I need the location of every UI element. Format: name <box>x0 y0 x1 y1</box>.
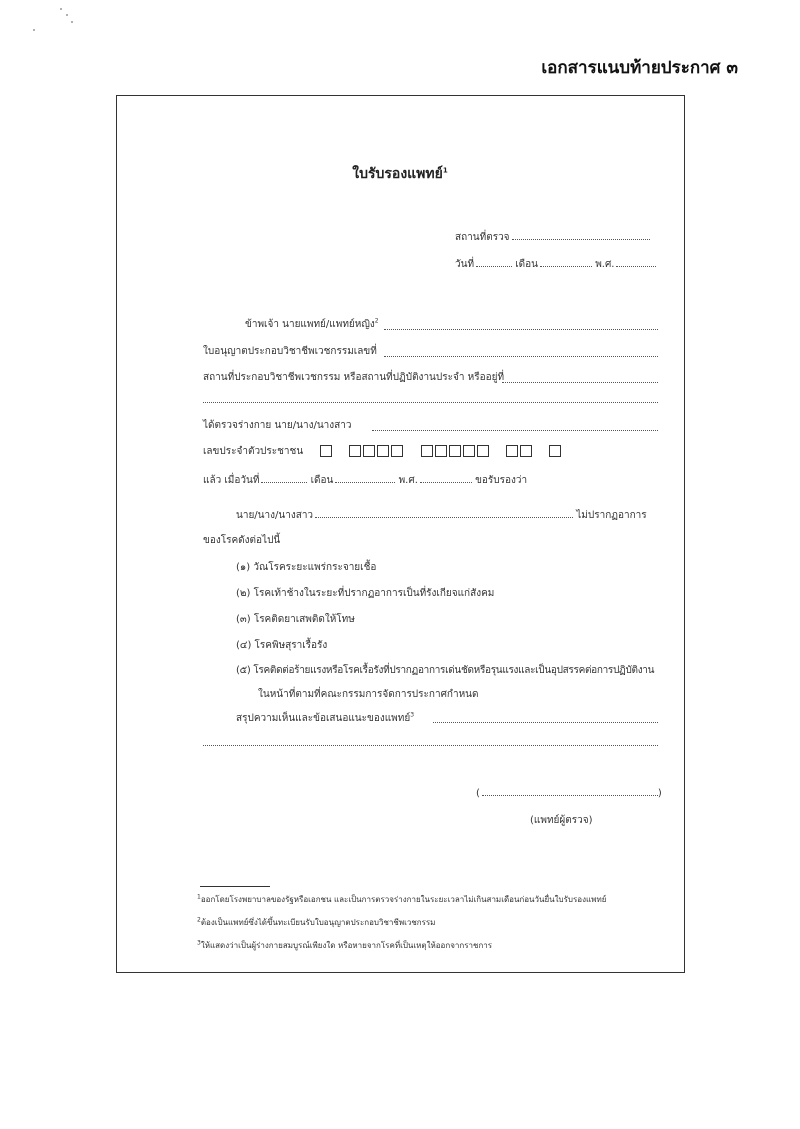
footnote-separator <box>200 886 270 887</box>
id-label: เลขประจำตัวประชาชน <box>203 446 304 457</box>
exam-date-label: แล้ว เมื่อวันที่ <box>203 475 260 486</box>
disease-item-4: (๔) โรคพิษสุราเรื้อรัง <box>236 640 328 651</box>
place-label: สถานที่ตรวจ <box>455 232 510 243</box>
summary-field[interactable] <box>433 722 658 723</box>
workplace-label: สถานที่ประกอบวิชาชีพเวชกรรม หรือสถานที่ปฏิบัติงานประจำ หรืออยู่ที่ <box>203 372 505 383</box>
signature-field[interactable] <box>482 794 658 796</box>
signature-open-paren: ( <box>476 788 480 799</box>
certify-label: ขอรับรองว่า <box>475 475 528 486</box>
disease-item-5: (๕) โรคติดต่อร้ายแรงหรือโรคเรื้อรังที่ปรากฏอาการเด่นชัดหรือรุนแรงและเป็นอุปสรรคต่อการปฏิบัติงาน <box>236 665 655 676</box>
certificate-title: ใบรับรองแพทย์$^1$ <box>352 166 448 182</box>
person-row <box>236 508 647 523</box>
license-field[interactable] <box>384 356 658 357</box>
exam-date-row <box>203 473 527 488</box>
doctor-name-field[interactable] <box>384 329 658 330</box>
workplace-field-line2[interactable] <box>203 402 658 403</box>
exam-day-field[interactable] <box>261 481 307 483</box>
year-label: พ.ศ. <box>595 259 615 270</box>
examined-label: ได้ตรวจร่างกาย นาย/นาง/นางสาว <box>203 420 352 431</box>
exam-year-field[interactable] <box>420 481 472 483</box>
month-field[interactable] <box>540 265 592 267</box>
exam-month-field[interactable] <box>335 481 395 483</box>
summary-label: สรุปความเห็นและข้อเสนอแนะของแพทย์$^3$ <box>236 711 415 724</box>
footnote-2: $^2$ต้องเป็นแพทย์ซึ่งได้ขึ้นทะเบียนรับใบอนุญาตประกอบวิชาชีพเวชกรรม <box>197 916 436 927</box>
place-row <box>455 230 650 245</box>
document-header-title: เอกสารแนบท้ายประกาศ ๓ <box>541 58 738 78</box>
month-label: เดือน <box>515 259 538 270</box>
disease-item-3: (๓) โรคติดยาเสพติดให้โทษ <box>236 614 355 625</box>
disease-item-2: (๒) โรคเท้าช้างในระยะที่ปรากฏอาการเป็นที่รังเกียจแก่สังคม <box>236 588 495 599</box>
year-field[interactable] <box>616 265 656 267</box>
doctor-label: ข้าพเจ้า นายแพทย์/แพทย์หญิง$^2$ <box>245 317 379 330</box>
exam-year-label: พ.ศ. <box>398 475 418 486</box>
person-label: นาย/นาง/นางสาว <box>236 510 314 521</box>
signature-close-paren: ) <box>657 788 662 799</box>
license-label: ใบอนุญาตประกอบวิชาชีพเวชกรรมเลขที่ <box>203 346 377 357</box>
workplace-field[interactable] <box>502 382 658 383</box>
certificate-frame <box>116 95 685 973</box>
summary-field-line2[interactable] <box>203 745 658 746</box>
diseases-intro: ของโรคดังต่อไปนี้ <box>203 535 281 546</box>
signature-caption: (แพทย์ผู้ตรวจ) <box>530 815 593 826</box>
no-symptom-label: ไม่ปรากฏอาการ <box>576 510 647 521</box>
footnote-1: $^1$ออกโดยโรงพยาบาลของรัฐหรือเอกชน และเป็นการตรวจร่างกายในระยะเวลาไม่เกินสามเดือนก่อนวันยื่นใบรับรองแพทย์ <box>197 893 607 904</box>
id-boxes[interactable] <box>320 446 563 457</box>
disease-item-5-line2: ในหน้าที่ตามที่คณะกรรมการจัดการประกาศกำหนด <box>258 689 479 700</box>
examined-name-field[interactable] <box>372 430 658 431</box>
date-label: วันที่ <box>455 259 475 270</box>
day-field[interactable] <box>476 265 512 267</box>
date-row <box>455 257 656 272</box>
footnote-3: $^3$ให้แสดงว่าเป็นผู้ร่างกายสมบูรณ์เพียงใด หรือหายจากโรคที่เป็นเหตุให้ออกจากราชการ <box>197 939 493 950</box>
person-name-field[interactable] <box>315 516 573 518</box>
disease-item-1: (๑) วัณโรคระยะแพร่กระจายเชื้อ <box>236 562 377 573</box>
signature-row <box>476 788 662 799</box>
place-field[interactable] <box>512 238 650 240</box>
id-row <box>203 444 563 459</box>
exam-month-label: เดือน <box>310 475 334 486</box>
